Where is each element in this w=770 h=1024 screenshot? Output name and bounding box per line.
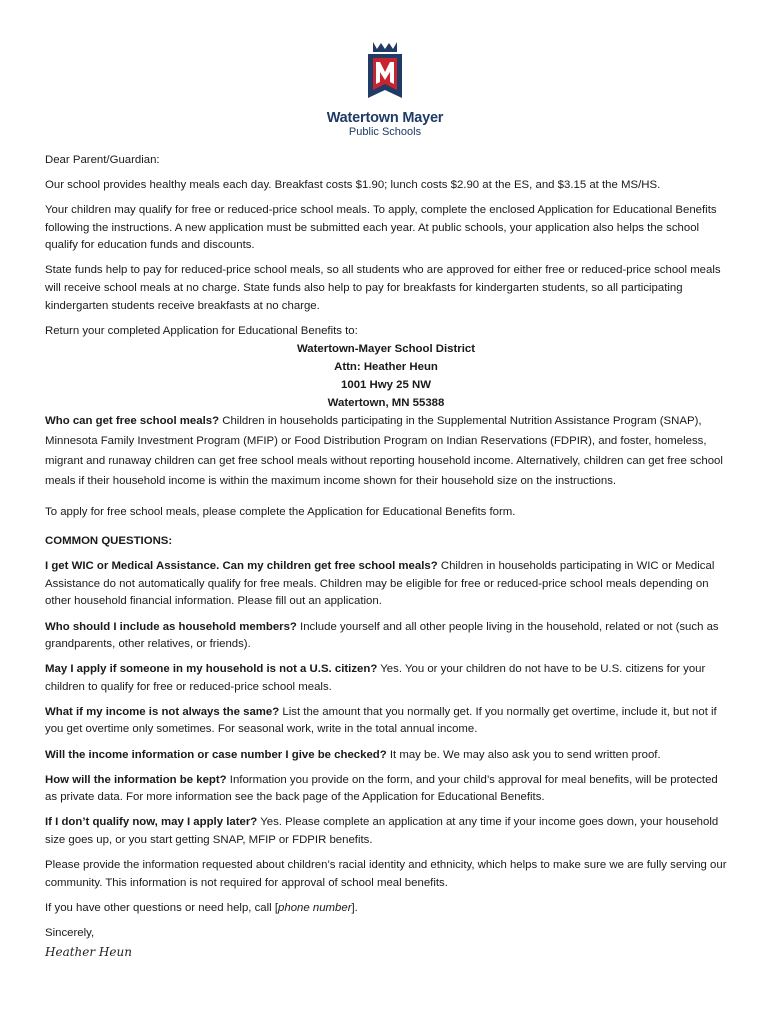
faq-household [45,619,727,654]
answer-checked: It may be. We may also ask you to send written proof. [386,748,661,761]
signature: Heather Heun [45,945,132,960]
answer-household: Include yourself and all other people living in the household, related or not (such as grandparents, other relatives, or friends). [45,620,719,651]
faq-checked [45,747,727,765]
address-line-4: Watertown, MN 55388 [327,397,445,410]
question-who-free: Who can get free school meals? [45,415,220,428]
paragraph-return-to: Return your completed Application for Educational Benefits to: [45,324,358,337]
paragraph-qualify: Your children may qualify for free or reduced-price school meals. To apply, complete the enclosed Application for Educational Benefits following the instructions. A new application must be submitted each year. At public schools, your application also helps the school qualify for education funds and discounts. [45,204,717,252]
faq-apply-later [45,814,727,849]
paragraph-apply: To apply for free school meals, please complete the Application for Educational Benefits form. [45,505,516,518]
question-household: Who should I include as household members? [45,620,297,633]
answer-wic: Children in households participating in WIC or Medical Assistance do not automatically qualify for free meals. Children may be eligible for free or reduced-price school meals depending on other household financial information. Please fill out an application. [45,560,715,608]
school-subtitle: Public Schools [348,126,422,138]
paragraph-ethnicity: Please provide the information requested about children’s racial identity and ethnicity, which helps to make sure we are fully serving our community. This information is not required for approval of school meal benefits. [45,859,727,889]
common-questions-heading: COMMON QUESTIONS: [45,535,173,548]
answer-citizen: Yes. You or your children do not have to be U.S. citizens for your children to qualify for free or reduced-price school meals. [45,663,706,693]
answer-income: List the amount that you normally get. If you normally get overtime, include it, but not if you get overtime only sometimes. For seasonal work, write in the total annual income. [45,705,717,736]
paragraph-help [45,900,727,918]
faq-wic [45,558,727,611]
help-suffix: ]. [351,901,358,914]
paragraph-state-funds: State funds help to pay for reduced-price school meals, so all students who are approved for either free or reduced-price school meals will receive school meals at no charge. State funds also help to pay for breakfasts for kindergarten students, so all participating kindergarten students receive breakfasts at no charge. [45,264,721,312]
question-apply-later: If I don’t qualify now, may I apply later? [45,816,258,829]
school-emblem-icon [364,40,406,106]
school-logo [300,40,470,148]
letter-body [45,152,727,962]
question-citizen: May I apply if someone in my household is not a U.S. citizen? [45,663,378,676]
closing: Sincerely, [45,926,95,939]
question-kept: How will the information be kept? [45,773,227,786]
mailing-address [45,340,727,412]
school-name: Watertown Mayer [326,110,444,126]
address-line-1: Watertown-Mayer School District [296,343,476,356]
svg-text:M: M [385,104,386,105]
address-line-2: Attn: Heather Heun [334,361,438,374]
paragraph-who-free [45,412,727,491]
phone-number-placeholder: phone number [278,901,352,914]
paragraph-meal-costs: Our school provides healthy meals each day. Breakfast costs $1.90; lunch costs $2.90 at the ES, and $3.15 at the MS/HS. [45,179,661,192]
answer-apply-later: Yes. Please complete an application at any time if your income goes down, your household size goes up, or you start getting SNAP, MFIP or FDPIR benefits. [45,816,719,846]
question-wic: I get WIC or Medical Assistance. Can my children get free school meals? [45,560,438,573]
faq-kept [45,772,727,807]
faq-income [45,704,727,739]
answer-who-free: Children in households participating in the Supplemental Nutrition Assistance Program (SNAP), Minnesota Family Investment Program (MFIP) or Food Distribution Program on Indian Reservations (FDPIR), and foster, homeless, migrant and runaway children can get free school meals without reporting household income. Alternatively, children can get free school meals if their household income is within the maximum income shown for their household size on the instructions. [45,415,723,487]
question-checked: Will the income information or case number I give be checked? [45,748,387,761]
faq-citizen [45,661,727,696]
address-line-3: 1001 Hwy 25 NW [341,379,431,392]
help-prefix: If you have other questions or need help, call [ [45,901,279,914]
answer-kept: Information you provide on the form, and your child’s approval for meal benefits, will be protected as private data. For more information see the back page of the Application for Educational Benefits. [45,773,718,804]
question-income: What if my income is not always the same? [45,705,280,718]
greeting: Dear Parent/Guardian: [45,154,160,166]
